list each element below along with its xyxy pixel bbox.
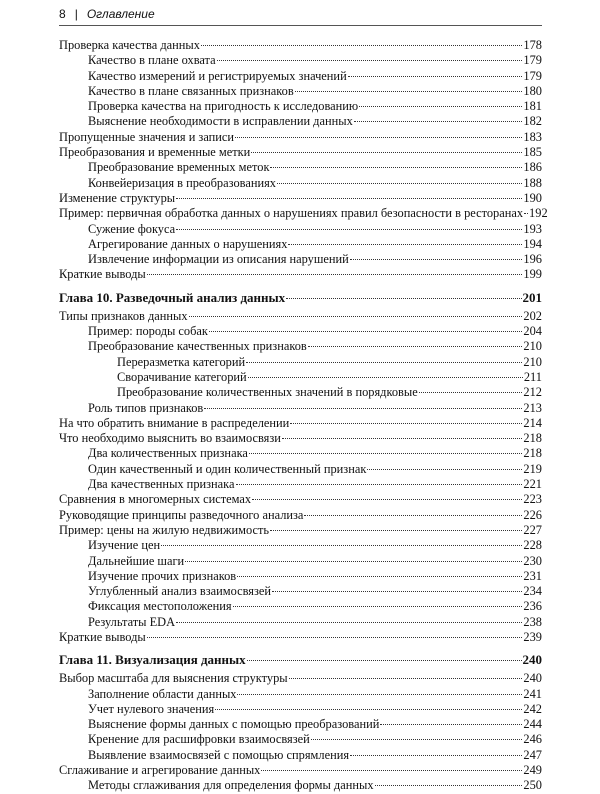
toc-entry[interactable] [59, 222, 542, 237]
toc-page-number: 241 [523, 686, 542, 701]
toc-page-number: 193 [523, 221, 542, 236]
toc-entry-title: Проверка качества на пригодность к исследованию [88, 99, 359, 114]
toc-entry[interactable] [59, 267, 542, 282]
toc-entry[interactable] [59, 176, 542, 191]
toc-page-number: 246 [523, 732, 542, 747]
toc-entry-title: Переразметка категорий [117, 354, 246, 369]
toc-entry-title: Пропущенные значения и записи [59, 129, 235, 144]
toc-page-number: 180 [523, 83, 542, 98]
toc-entry-title: Сужение фокуса [88, 221, 176, 236]
toc-entry-title: Агрегирование данных о нарушениях [88, 236, 288, 251]
toc-entry[interactable] [59, 523, 542, 538]
toc-entry[interactable] [59, 732, 542, 747]
toc-entry[interactable] [59, 99, 542, 114]
toc-entry[interactable] [59, 702, 542, 717]
toc-entry-title: Результаты EDA [88, 614, 176, 629]
toc-entry[interactable] [59, 717, 542, 732]
toc-dot-leader [236, 484, 523, 485]
toc-page-number: 194 [523, 236, 542, 251]
toc-dot-leader [248, 377, 523, 378]
toc-page-number: 227 [523, 522, 542, 537]
toc-page-number: 186 [523, 160, 542, 175]
toc-entry-title: Пример: первичная обработка данных о нарушениях правил безопасности в ресторанах [59, 206, 524, 221]
toc-entry[interactable] [59, 584, 542, 599]
toc-entry-title: Изучение цен [88, 538, 161, 553]
toc-page-number: 244 [523, 717, 542, 732]
header-separator: | [74, 7, 78, 21]
toc-entry-title: Глава 11. Визуализация данных [59, 652, 246, 668]
toc-page-number: 188 [523, 175, 542, 190]
toc-entry-title: Качество в плане охвата [88, 53, 216, 68]
toc-page-number: 202 [523, 308, 542, 323]
toc-entry[interactable] [59, 53, 542, 68]
toc-page-number: 226 [523, 507, 542, 522]
toc-entry[interactable] [59, 630, 542, 645]
toc-dot-leader [237, 694, 522, 695]
toc-page-number: 204 [523, 324, 542, 339]
running-header [59, 5, 541, 23]
toc-page-number: 179 [523, 53, 542, 68]
toc-entry-title: Преобразование количественных значений в порядковые [117, 385, 418, 400]
toc-page-number: 182 [523, 114, 542, 129]
toc-entry[interactable] [59, 370, 542, 385]
toc-entry-title: Типы признаков данных [59, 308, 188, 323]
toc-page-number: 190 [523, 190, 542, 205]
toc-dot-leader [261, 770, 522, 771]
toc-entry-title: Преобразования и временные метки [59, 145, 251, 160]
toc-dot-leader [290, 423, 522, 424]
toc-dot-leader [161, 545, 522, 546]
toc-entry[interactable] [59, 401, 542, 416]
toc-page-number: 214 [523, 415, 542, 430]
toc-dot-leader [359, 106, 522, 107]
toc-dot-leader [204, 408, 522, 409]
toc-dot-leader [147, 274, 523, 275]
toc-entry[interactable] [59, 38, 542, 53]
toc-entry[interactable] [59, 671, 542, 686]
toc-entry[interactable] [59, 569, 542, 584]
toc-entry-title: Два качественных признака [88, 477, 235, 492]
toc-page-number: 218 [523, 431, 542, 446]
toc-entry-title: Пример: цены на жилую недвижимость [59, 522, 270, 537]
toc-dot-leader [354, 121, 523, 122]
toc-dot-leader [176, 229, 522, 230]
toc-entry-title: На что обратить внимание в распределении [59, 415, 290, 430]
toc-dot-leader [308, 346, 523, 347]
toc-page-number: 240 [522, 652, 542, 668]
toc-entry[interactable] [59, 554, 542, 569]
toc-dot-leader [286, 298, 521, 299]
toc-dot-leader [380, 724, 522, 725]
toc-entry-title: Сравнения в многомерных системах [59, 492, 252, 507]
toc-entry-title: Углубленный анализ взаимосвязей [88, 584, 272, 599]
toc-entry[interactable] [59, 84, 542, 99]
toc-dot-leader [233, 606, 523, 607]
toc-page-number: 239 [523, 629, 542, 644]
toc-dot-leader [201, 45, 523, 46]
toc-entry-title: Изучение прочих признаков [88, 568, 237, 583]
toc-page-number: 192 [529, 206, 548, 221]
toc-dot-leader [311, 739, 523, 740]
toc-entry-title: Преобразование качественных признаков [88, 339, 307, 354]
toc-page-number: 249 [523, 763, 542, 778]
toc-dot-leader [350, 755, 522, 756]
toc-page-number: 238 [523, 614, 542, 629]
toc-entry-title: Кренение для расшифровки взаимосвязей [88, 732, 310, 747]
toc-page-number: 185 [523, 145, 542, 160]
toc-page-number: 234 [523, 584, 542, 599]
toc-entry[interactable] [59, 538, 542, 553]
toc-dot-leader [147, 637, 523, 638]
toc-dot-leader [176, 622, 522, 623]
toc-entry-title: Выбор масштаба для выяснения структуры [59, 671, 288, 686]
toc-entry-title: Преобразование временных меток [88, 160, 270, 175]
toc-page-number: 223 [523, 492, 542, 507]
toc-entry-title: Пример: породы собак [88, 324, 208, 339]
toc-page-number: 242 [523, 701, 542, 716]
toc-dot-leader [246, 362, 522, 363]
toc-dot-leader [419, 392, 523, 393]
toc-page-number: 231 [523, 568, 542, 583]
toc-entry[interactable] [59, 69, 542, 84]
toc-dot-leader [348, 76, 523, 77]
toc-entry[interactable] [59, 339, 542, 354]
page-number: 8 [59, 7, 66, 21]
toc-dot-leader [524, 213, 528, 214]
toc-page-number: 211 [523, 369, 542, 384]
toc-entry-title: Извлечение информации из описания нарушений [88, 252, 349, 267]
toc-entry[interactable] [59, 615, 542, 630]
toc-dot-leader [247, 660, 522, 661]
toc-dot-leader [272, 591, 522, 592]
toc-entry-title: Учет нулевого значения [88, 701, 215, 716]
toc-dot-leader [209, 331, 522, 332]
toc-entry-title: Руководящие принципы разведочного анализа [59, 507, 304, 522]
toc-page-number: 219 [523, 461, 542, 476]
toc-entry[interactable] [59, 748, 542, 763]
toc-entry-title: Роль типов признаков [88, 400, 204, 415]
toc-entry-title: Дальнейшие шаги [88, 553, 185, 568]
toc-dot-leader [237, 576, 522, 577]
toc-entry[interactable] [59, 206, 548, 221]
toc-entry-title: Глава 10. Разведочный анализ данных [59, 289, 286, 305]
toc-page-number: 247 [523, 747, 542, 762]
toc-entry-title: Сворачивание категорий [117, 369, 247, 384]
toc-dot-leader [217, 60, 523, 61]
toc-page-number: 250 [523, 778, 542, 793]
toc-page-number: 210 [523, 354, 542, 369]
toc-dot-leader [288, 244, 522, 245]
toc-page-number: 183 [523, 129, 542, 144]
toc-dot-leader [282, 438, 523, 439]
toc-entry[interactable] [59, 237, 542, 252]
toc-dot-leader [235, 137, 522, 138]
toc-entry[interactable] [59, 778, 542, 793]
toc-entry-title: Краткие выводы [59, 629, 146, 644]
toc-page-number: 199 [523, 267, 542, 282]
toc-page-number: 213 [523, 400, 542, 415]
toc-page-number: 221 [523, 477, 542, 492]
toc-dot-leader [375, 785, 523, 786]
toc-entry[interactable] [59, 114, 542, 129]
table-of-contents [59, 38, 548, 794]
toc-entry-title: Изменение структуры [59, 190, 176, 205]
toc-entry[interactable] [59, 431, 542, 446]
toc-entry[interactable] [59, 160, 542, 175]
toc-chapter-entry[interactable] [59, 651, 542, 668]
toc-entry[interactable] [59, 385, 542, 400]
toc-page-number: 181 [523, 99, 542, 114]
toc-page-number: 240 [523, 671, 542, 686]
toc-entry-title: Качество в плане связанных признаков [88, 83, 294, 98]
toc-entry[interactable] [59, 145, 542, 160]
toc-page-number: 236 [523, 599, 542, 614]
toc-entry-title: Фиксация местоположения [88, 599, 232, 614]
toc-entry-title: Методы сглаживания для определения формы данных [88, 778, 374, 793]
toc-entry[interactable] [59, 324, 542, 339]
toc-dot-leader [270, 167, 522, 168]
toc-dot-leader [189, 316, 523, 317]
toc-page-number: 179 [523, 68, 542, 83]
toc-entry[interactable] [59, 416, 542, 431]
toc-entry-title: Выявление взаимосвязей с помощью спрямления [88, 747, 350, 762]
toc-dot-leader [295, 91, 523, 92]
toc-page-number: 212 [523, 385, 542, 400]
toc-entry-title: Выяснение необходимости в исправлении данных [88, 114, 353, 129]
toc-entry[interactable] [59, 446, 542, 461]
toc-dot-leader [277, 183, 522, 184]
toc-page-number: 230 [523, 553, 542, 568]
toc-dot-leader [289, 678, 523, 679]
toc-entry[interactable] [59, 462, 542, 477]
toc-entry-title: Качество измерений и регистрируемых значений [88, 68, 347, 83]
toc-page-number: 201 [522, 289, 542, 305]
toc-entry-title: Заполнение области данных [88, 686, 237, 701]
toc-dot-leader [185, 561, 522, 562]
toc-page-number: 218 [523, 446, 542, 461]
toc-dot-leader [270, 530, 522, 531]
toc-entry[interactable] [59, 508, 542, 523]
toc-dot-leader [252, 499, 522, 500]
toc-dot-leader [251, 152, 522, 153]
toc-entry[interactable] [59, 355, 542, 370]
toc-entry-title: Краткие выводы [59, 267, 146, 282]
toc-entry[interactable] [59, 599, 542, 614]
header-rule [59, 25, 542, 26]
toc-dot-leader [215, 709, 522, 710]
toc-dot-leader [176, 198, 522, 199]
toc-page-number: 178 [523, 38, 542, 52]
toc-entry[interactable] [59, 252, 542, 267]
toc-entry-title: Что необходимо выяснить во взаимосвязи [59, 431, 281, 446]
toc-page-number: 196 [523, 252, 542, 267]
toc-entry-title: Конвейеризация в преобразованиях [88, 175, 276, 190]
toc-entry-title: Сглаживание и агрегирование данных [59, 763, 261, 778]
toc-entry[interactable] [59, 763, 542, 778]
toc-dot-leader [350, 259, 523, 260]
toc-entry-title: Один качественный и один количественный признак [88, 461, 367, 476]
toc-entry[interactable] [59, 492, 542, 507]
toc-chapter-entry[interactable] [59, 289, 542, 306]
toc-dot-leader [304, 515, 522, 516]
toc-dot-leader [367, 469, 522, 470]
toc-entry[interactable] [59, 687, 542, 702]
toc-entry[interactable] [59, 191, 542, 206]
toc-entry-title: Два количественных признака [88, 446, 248, 461]
toc-entry[interactable] [59, 130, 542, 145]
toc-page-number: 210 [523, 339, 542, 354]
toc-entry-title: Выяснение формы данных с помощью преобразований [88, 717, 380, 732]
toc-dot-leader [249, 453, 523, 454]
header-title: Оглавление [86, 7, 155, 21]
toc-entry-title: Проверка качества данных [59, 38, 200, 52]
toc-entry[interactable] [59, 477, 542, 492]
toc-page-number: 228 [523, 538, 542, 553]
toc-entry[interactable] [59, 309, 542, 324]
